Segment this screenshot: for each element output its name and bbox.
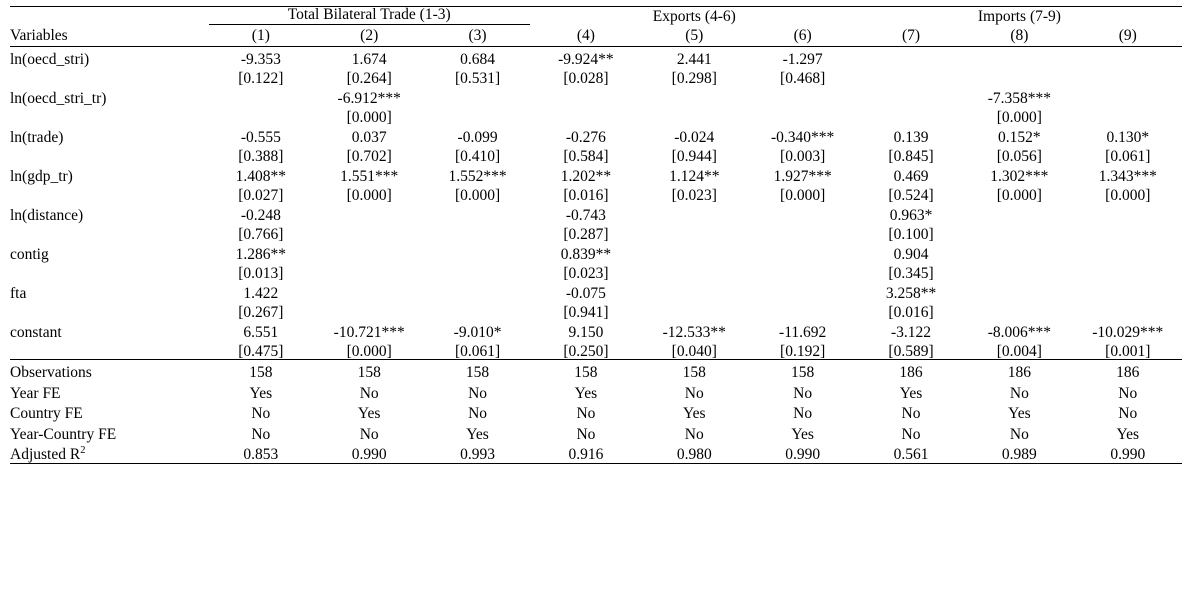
coef-cell [857, 86, 965, 106]
stat-cell: No [1009, 425, 1029, 443]
table-row [10, 67, 1182, 86]
pvalue-cell [965, 223, 1073, 242]
coef-cell: -0.340*** [770, 128, 835, 146]
coef-cell: 1.286** [235, 245, 287, 263]
pvalue-cell: [0.003] [780, 147, 826, 165]
pvalue-cell [423, 262, 531, 281]
pvalue-cell: [0.100] [888, 225, 934, 243]
table-row [10, 301, 1182, 320]
row-label-ln-oecd-stri: ln(oecd_stri) [10, 50, 90, 68]
row-label-ln-gdp-tr: ln(gdp_tr) [10, 167, 73, 185]
group-header-total-bilateral-trade [207, 7, 532, 26]
table-row [10, 164, 1182, 184]
coef-cell [965, 47, 1073, 68]
row-label-adjusted-r2-text: Adjusted R [10, 446, 81, 463]
pvalue-cell: [0.944] [671, 147, 717, 165]
pvalue-cell: [0.298] [671, 69, 717, 87]
stat-cell: No [359, 425, 379, 443]
coef-cell [1074, 203, 1182, 223]
pvalue-cell: [0.000] [780, 186, 826, 204]
coef-cell: -0.024 [674, 128, 715, 146]
coef-cell [640, 203, 748, 223]
column-header-7: (7) [857, 26, 965, 47]
pvalue-cell: [0.016] [563, 186, 609, 204]
coef-cell: 0.152* [998, 128, 1041, 146]
pvalue-cell: [0.040] [640, 340, 748, 360]
row-label-blank [10, 145, 207, 164]
table-row [10, 47, 1182, 68]
pvalue-cell: [0.000] [346, 108, 392, 126]
pvalue-cell: [0.023] [563, 264, 609, 282]
coef-cell [1074, 281, 1182, 301]
table-row [10, 86, 1182, 106]
coef-cell [1074, 242, 1182, 262]
coef-cell: 0.839** [560, 245, 612, 263]
pvalue-cell: [0.000] [1105, 186, 1151, 204]
row-label-year-fe: Year FE [10, 384, 61, 402]
stat-cell: Yes [249, 384, 273, 402]
pvalue-cell [965, 301, 1073, 320]
coef-cell: 0.130* [1106, 128, 1150, 146]
stat-cell: No [468, 384, 488, 402]
coef-cell: 1.551*** [340, 167, 399, 185]
stat-cell: 158 [249, 364, 273, 381]
coef-cell: -6.912*** [337, 89, 401, 107]
column-header-6: (6) [748, 26, 856, 47]
pvalue-cell: [0.000] [996, 186, 1042, 204]
column-header-8: (8) [965, 26, 1073, 47]
table-group-header-row [10, 7, 1182, 26]
coef-cell: -9.010* [453, 323, 502, 341]
stat-cell: No [576, 405, 596, 422]
row-label-contig: contig [10, 245, 49, 263]
pvalue-cell: [0.766] [238, 225, 284, 243]
coef-cell: -0.248 [240, 206, 281, 224]
row-label-ln-oecd-stri-tr: ln(oecd_stri_tr) [10, 89, 107, 107]
pvalue-cell [1074, 67, 1182, 86]
stat-cell: 0.990 [1074, 442, 1182, 463]
pvalue-cell: [0.702] [346, 147, 392, 165]
stat-cell: No [793, 405, 813, 422]
pvalue-cell: [0.192] [748, 340, 856, 360]
pvalue-cell [640, 262, 748, 281]
coef-cell: 0.904 [893, 245, 929, 263]
column-header-variables: Variables [10, 26, 207, 47]
coef-cell: -3.122 [890, 323, 932, 341]
table-row [10, 281, 1182, 301]
coef-cell: -0.099 [457, 128, 498, 146]
table-row [10, 422, 1182, 443]
pvalue-cell [207, 106, 315, 125]
pvalue-cell [315, 301, 423, 320]
coef-cell: 6.551 [243, 323, 279, 341]
coef-cell [423, 203, 531, 223]
coef-cell: 1.202** [560, 167, 612, 185]
pvalue-cell: [0.061] [423, 340, 531, 360]
table-column-header-row [10, 26, 1182, 47]
stat-cell: No [251, 405, 271, 422]
stat-cell: 0.561 [857, 442, 965, 463]
stat-cell: Yes [574, 384, 598, 402]
coef-cell: 3.258** [885, 284, 937, 302]
coef-cell: -10.029*** [1092, 323, 1164, 341]
pvalue-cell: [0.267] [238, 303, 284, 321]
stat-cell: No [901, 405, 921, 422]
table-row [10, 203, 1182, 223]
pvalue-cell [1074, 301, 1182, 320]
pvalue-cell [640, 301, 748, 320]
stat-cell: 0.980 [640, 442, 748, 463]
coef-cell: 0.469 [893, 167, 929, 185]
coef-cell: -8.006*** [987, 323, 1052, 341]
column-header-3: (3) [423, 26, 531, 47]
coef-cell [640, 281, 748, 301]
coef-cell: -1.297 [782, 50, 823, 68]
coef-cell [1074, 47, 1182, 68]
table-row [10, 442, 1182, 463]
stat-cell: No [684, 384, 704, 402]
pvalue-cell: [0.004] [965, 340, 1073, 360]
coef-cell: 1.927*** [773, 167, 832, 185]
pvalue-cell: [0.264] [346, 69, 392, 87]
coef-cell [423, 281, 531, 301]
stat-cell: Yes [1116, 425, 1140, 443]
pvalue-cell [1074, 262, 1182, 281]
coef-cell: 2.441 [676, 50, 712, 68]
table-row [10, 401, 1182, 422]
pvalue-cell: [0.000] [996, 108, 1042, 126]
group-header-total-bilateral-trade-label: Total Bilateral Trade (1-3) [209, 7, 530, 25]
pvalue-cell: [0.287] [563, 225, 609, 243]
coef-cell: -0.276 [565, 128, 606, 146]
pvalue-cell: [0.023] [671, 186, 717, 204]
group-header-imports [857, 7, 1182, 26]
stat-cell: 0.990 [748, 442, 856, 463]
pvalue-cell: [0.410] [454, 147, 501, 165]
stat-cell: 158 [682, 364, 706, 381]
pvalue-cell [423, 301, 531, 320]
coef-cell [965, 281, 1073, 301]
coef-cell [965, 242, 1073, 262]
coef-cell [640, 86, 748, 106]
pvalue-cell: [0.027] [238, 186, 284, 204]
coef-cell [748, 281, 856, 301]
stat-cell: No [1118, 405, 1138, 422]
stat-cell: No [468, 405, 488, 422]
pvalue-cell [315, 262, 423, 281]
column-header-4: (4) [532, 26, 640, 47]
stat-cell: Yes [682, 405, 706, 422]
coef-cell: 0.684 [460, 50, 495, 68]
pvalue-cell: [0.001] [1074, 340, 1182, 360]
stat-cell: 186 [1007, 364, 1031, 381]
stat-cell: 0.990 [315, 442, 423, 463]
stat-cell: 0.993 [423, 442, 531, 463]
pvalue-cell: [0.845] [888, 147, 934, 165]
coef-cell: -9.353 [240, 50, 281, 68]
row-label-country-fe: Country FE [10, 405, 83, 422]
table-row [10, 381, 1182, 402]
pvalue-cell: [0.000] [454, 186, 501, 204]
stat-cell: Yes [1008, 405, 1031, 422]
table-row [10, 184, 1182, 203]
pvalue-cell [965, 67, 1073, 86]
table-row [10, 360, 1182, 381]
stat-cell: 158 [465, 364, 490, 381]
stat-cell: No [251, 425, 271, 443]
coef-cell: 0.963* [889, 206, 933, 224]
pvalue-cell [748, 223, 856, 242]
stat-cell: 0.916 [532, 442, 640, 463]
row-label-blank [10, 340, 207, 360]
stat-cell: Yes [899, 384, 923, 402]
pvalue-cell: [0.475] [207, 340, 315, 360]
pvalue-cell: [0.531] [454, 69, 501, 87]
row-label-observations: Observations [10, 364, 92, 381]
pvalue-cell: [0.941] [563, 303, 609, 321]
coef-cell [1074, 86, 1182, 106]
pvalue-cell [748, 301, 856, 320]
stat-cell: 186 [1116, 364, 1140, 381]
table-row [10, 106, 1182, 125]
stat-cell: No [684, 425, 704, 443]
pvalue-cell [640, 223, 748, 242]
row-label-blank [10, 184, 207, 203]
coef-cell [207, 86, 315, 106]
stat-cell: No [793, 384, 813, 402]
stat-cell: No [1118, 384, 1138, 402]
column-header-5: (5) [640, 26, 748, 47]
table-row [10, 242, 1182, 262]
group-header-exports [532, 7, 857, 26]
coef-cell [640, 242, 748, 262]
pvalue-cell [532, 106, 640, 125]
stat-cell: 0.853 [207, 442, 315, 463]
row-label-blank [10, 262, 207, 281]
coef-cell: -12.533** [662, 323, 726, 341]
stat-cell: Yes [466, 425, 489, 443]
coef-cell: -9.924** [558, 50, 614, 68]
pvalue-cell [748, 106, 856, 125]
coef-cell [315, 281, 423, 301]
pvalue-cell: [0.524] [888, 186, 934, 204]
coef-cell: 0.139 [893, 128, 929, 146]
pvalue-cell: [0.250] [532, 340, 640, 360]
pvalue-cell [965, 262, 1073, 281]
regression-table [10, 6, 1182, 464]
pvalue-cell [315, 223, 423, 242]
pvalue-cell: [0.013] [238, 264, 284, 282]
stat-cell: 158 [574, 364, 598, 381]
stat-cell: Yes [791, 425, 814, 443]
pvalue-cell [857, 67, 965, 86]
stat-cell: 0.989 [965, 442, 1073, 463]
pvalue-cell: [0.122] [238, 69, 284, 87]
coef-cell: -10.721*** [333, 323, 405, 341]
group-header-blank [10, 7, 207, 26]
coef-cell [748, 203, 856, 223]
pvalue-cell: [0.000] [315, 340, 423, 360]
group-header-imports-label: Imports (7-9) [977, 8, 1061, 25]
coef-cell: -0.743 [565, 206, 606, 224]
pvalue-cell [748, 262, 856, 281]
row-label-blank [10, 106, 207, 125]
table-row [10, 125, 1182, 145]
row-label-blank [10, 67, 207, 86]
stat-cell: Yes [357, 405, 381, 422]
stat-cell: 186 [899, 364, 923, 381]
pvalue-cell: [0.584] [563, 147, 609, 165]
column-header-9: (9) [1074, 26, 1182, 47]
pvalue-cell: [0.000] [346, 186, 392, 204]
row-label-fta: fta [10, 284, 27, 302]
stat-cell: No [359, 384, 379, 402]
coef-cell: 1.343*** [1098, 167, 1157, 185]
column-header-2: (2) [315, 26, 423, 47]
stat-cell: 158 [791, 364, 815, 381]
table-row [10, 340, 1182, 360]
table-row [10, 262, 1182, 281]
pvalue-cell: [0.061] [1105, 147, 1151, 165]
coef-cell [423, 242, 531, 262]
coef-cell: 1.408** [235, 167, 287, 185]
pvalue-cell: [0.028] [563, 69, 609, 87]
pvalue-cell [640, 106, 748, 125]
row-label-ln-trade: ln(trade) [10, 128, 64, 146]
pvalue-cell [1074, 223, 1182, 242]
pvalue-cell: [0.388] [238, 147, 284, 165]
stat-cell: No [1009, 384, 1029, 402]
table-row [10, 320, 1182, 340]
pvalue-cell [423, 223, 531, 242]
stat-cell: 158 [357, 364, 381, 381]
coef-cell [965, 203, 1073, 223]
row-label-ln-distance: ln(distance) [10, 206, 84, 224]
column-header-1: (1) [207, 26, 315, 47]
pvalue-cell: [0.345] [888, 264, 934, 282]
coef-cell: 0.037 [351, 128, 387, 146]
row-label-constant: constant [10, 323, 62, 341]
stat-cell: No [576, 425, 596, 443]
table-row [10, 223, 1182, 242]
coef-cell: 1.552*** [448, 167, 507, 185]
stat-cell: No [901, 425, 921, 443]
coef-cell [423, 86, 531, 106]
coef-cell: 1.674 [351, 50, 387, 68]
pvalue-cell [423, 106, 531, 125]
pvalue-cell: [0.589] [857, 340, 965, 360]
pvalue-cell: [0.016] [888, 303, 934, 321]
coef-cell: 9.150 [568, 323, 604, 341]
coef-cell [315, 203, 423, 223]
row-label-blank [10, 301, 207, 320]
row-label-adjusted-r2-exponent: 2 [80, 444, 86, 456]
row-label-blank [10, 223, 207, 242]
group-header-exports-label: Exports (4-6) [652, 8, 736, 25]
table-row [10, 145, 1182, 164]
coef-cell: 1.124** [669, 167, 720, 185]
pvalue-cell: [0.468] [780, 69, 826, 87]
coef-cell [315, 242, 423, 262]
row-label-year-country-fe: Year-Country FE [10, 425, 117, 443]
coef-cell: 1.302*** [990, 167, 1049, 185]
coef-cell [857, 47, 965, 68]
coef-cell: -11.692 [779, 323, 827, 341]
coef-cell [532, 86, 640, 106]
pvalue-cell [857, 106, 965, 125]
coef-cell: -7.358*** [987, 89, 1052, 107]
pvalue-cell: [0.056] [996, 147, 1042, 165]
coef-cell [748, 242, 856, 262]
pvalue-cell [1074, 106, 1182, 125]
coef-cell: -0.075 [565, 284, 606, 302]
coef-cell: 1.422 [243, 284, 279, 302]
row-label-adjusted-r2 [10, 442, 207, 463]
coef-cell [748, 86, 856, 106]
coef-cell: -0.555 [240, 128, 281, 146]
